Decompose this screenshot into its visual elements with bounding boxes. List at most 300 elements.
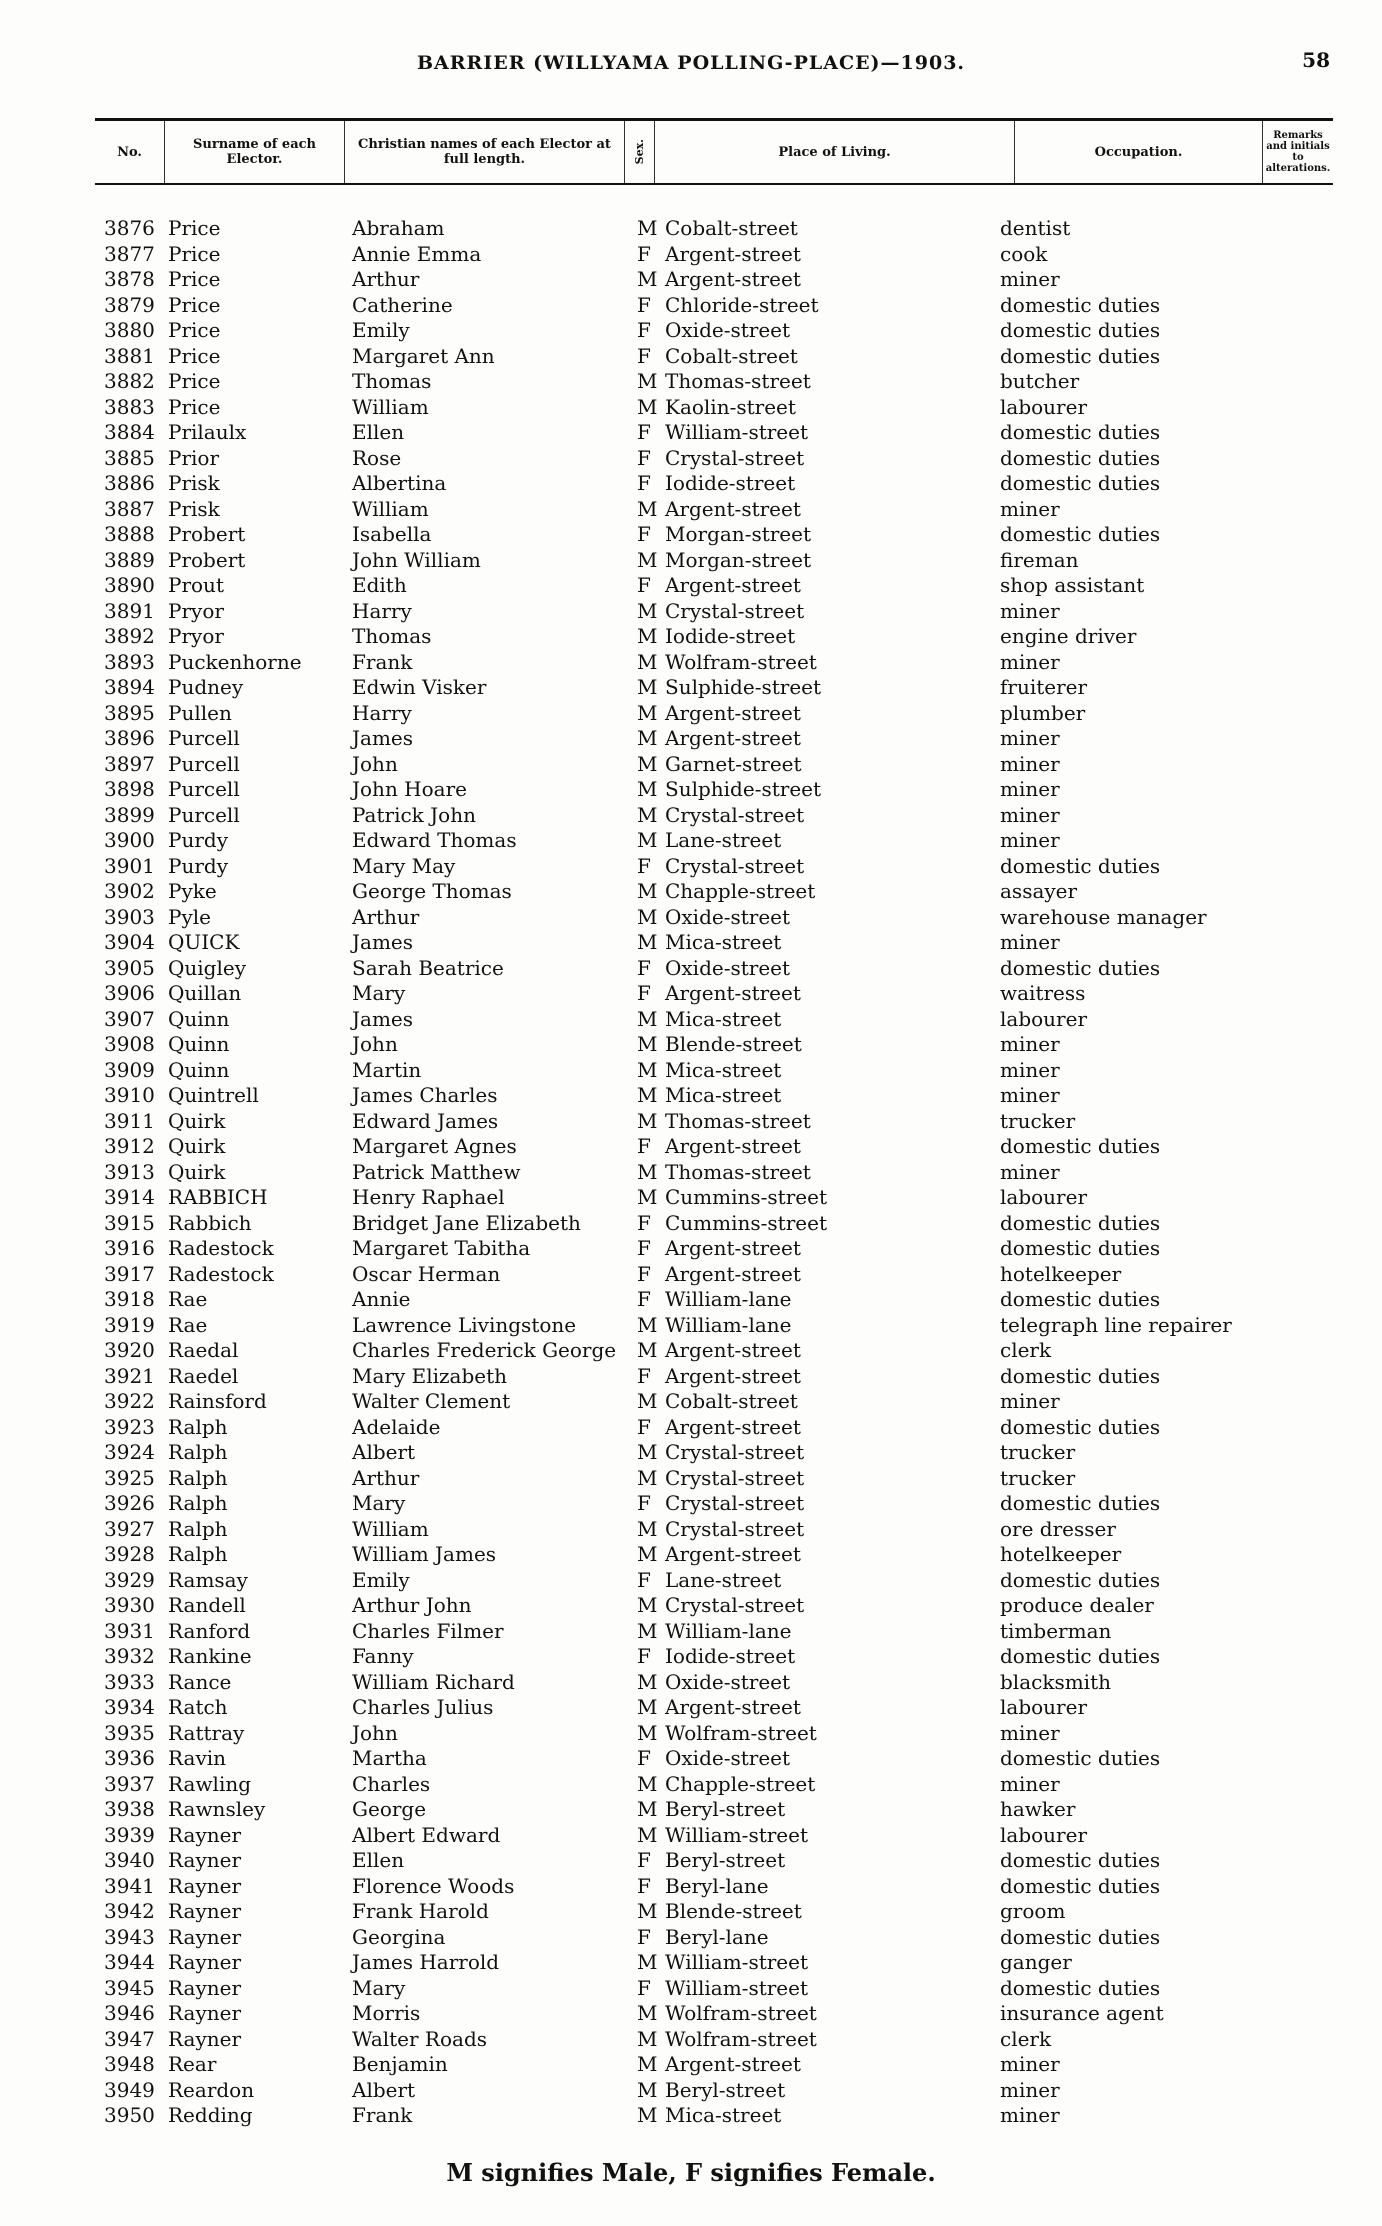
table-row	[0, 650, 1382, 676]
elector-occupation: clerk	[1000, 2026, 1052, 2051]
elector-christian-names: Arthur	[352, 267, 420, 291]
table-row	[0, 675, 1382, 701]
elector-number: 3933	[104, 1669, 155, 1694]
elector-surname: Pyle	[168, 904, 211, 929]
elector-sex: F	[637, 1363, 651, 1388]
elector-occupation: assayer	[1000, 879, 1078, 903]
elector-surname: Rayner	[168, 1848, 242, 1872]
elector-occupation: domestic duties	[1000, 445, 1161, 470]
table-row	[0, 1746, 1382, 1772]
elector-place: Cobalt-street	[665, 216, 798, 240]
elector-place: Argent-street	[665, 1414, 801, 1439]
table-row	[0, 2027, 1382, 2053]
elector-surname: Quirk	[168, 1134, 226, 1158]
elector-surname: Rankine	[168, 1644, 252, 1668]
elector-sex: F	[637, 445, 651, 470]
table-row	[0, 293, 1382, 319]
elector-place: William-lane	[665, 1287, 792, 1311]
elector-occupation: domestic duties	[1000, 1873, 1161, 1898]
elector-surname: Ralph	[168, 1414, 228, 1439]
elector-sex: M	[637, 2052, 658, 2076]
elector-christian-names: Edith	[352, 573, 407, 597]
elector-occupation: fruiterer	[1000, 675, 1088, 699]
elector-surname: Quinn	[168, 1057, 230, 1082]
elector-number: 3912	[104, 1134, 155, 1158]
elector-place: Crystal-street	[665, 1440, 805, 1464]
elector-christian-names: Charles Frederick George	[352, 1338, 617, 1362]
elector-place: Mica-street	[665, 1057, 782, 1082]
elector-place: William-lane	[665, 1618, 792, 1643]
elector-place: Oxide-street	[665, 1669, 791, 1694]
table-row	[0, 624, 1382, 650]
table-row	[0, 1976, 1382, 2002]
elector-surname: Raedel	[168, 1363, 239, 1388]
table-row	[0, 1593, 1382, 1619]
footer-note: M signifies Male, F signifies Female.	[446, 2158, 936, 2187]
table-row	[0, 1925, 1382, 1951]
elector-occupation: domestic duties	[1000, 853, 1161, 878]
elector-number: 3917	[104, 1261, 155, 1286]
elector-sex: M	[637, 802, 658, 827]
elector-place: Argent-street	[665, 1338, 801, 1362]
elector-occupation: warehouse manager	[1000, 904, 1207, 929]
elector-sex: F	[637, 241, 651, 266]
table-row	[0, 1619, 1382, 1645]
elector-number: 3891	[104, 598, 155, 623]
elector-christian-names: William	[352, 394, 429, 419]
elector-occupation: domestic duties	[1000, 1287, 1161, 1311]
elector-place: Argent-street	[665, 241, 801, 266]
elector-number: 3897	[104, 751, 155, 776]
elector-occupation: domestic duties	[1000, 1567, 1161, 1592]
elector-christian-names: John	[352, 751, 398, 776]
elector-number: 3906	[104, 981, 155, 1005]
elector-number: 3940	[104, 1848, 155, 1872]
elector-sex: M	[637, 1057, 658, 1082]
elector-number: 3905	[104, 955, 155, 980]
elector-sex: M	[637, 216, 658, 240]
elector-sex: M	[637, 1083, 658, 1107]
elector-place: Morgan-street	[665, 547, 812, 572]
elector-place: William-street	[665, 1950, 809, 1974]
elector-number: 3934	[104, 1695, 155, 1719]
elector-occupation: domestic duties	[1000, 1975, 1161, 2000]
elector-place: Oxide-street	[665, 955, 791, 980]
elector-sex: M	[637, 1312, 658, 1337]
elector-occupation: dentist	[1000, 216, 1071, 240]
elector-occupation: domestic duties	[1000, 1924, 1161, 1949]
elector-christian-names: Edward Thomas	[352, 828, 517, 852]
elector-surname: Rainsford	[168, 1389, 267, 1413]
elector-surname: Ralph	[168, 1491, 228, 1515]
elector-place: Argent-street	[665, 1695, 801, 1719]
elector-occupation: domestic duties	[1000, 471, 1161, 495]
elector-number: 3944	[104, 1950, 155, 1974]
elector-number: 3921	[104, 1363, 155, 1388]
elector-place: William-street	[665, 420, 809, 444]
elector-sex: M	[637, 1465, 658, 1490]
elector-surname: Pryor	[168, 598, 224, 623]
elector-christian-names: Mary	[352, 981, 406, 1005]
elector-number: 3901	[104, 853, 155, 878]
column-header-remarks: Remarks and initials to alterations.	[1265, 130, 1331, 174]
table-row	[0, 1517, 1382, 1543]
table-row	[0, 471, 1382, 497]
elector-sex: F	[637, 1924, 651, 1949]
elector-surname: Prout	[168, 573, 224, 597]
table-row	[0, 956, 1382, 982]
elector-number: 3878	[104, 267, 155, 291]
table-row	[0, 752, 1382, 778]
column-header-sex	[625, 121, 655, 183]
elector-occupation: ganger	[1000, 1950, 1072, 1974]
page-title: BARRIER (WILLYAMA POLLING-PLACE)—1903.	[416, 52, 966, 74]
elector-christian-names: Georgina	[352, 1924, 446, 1949]
elector-sex: M	[637, 1797, 658, 1821]
elector-number: 3937	[104, 1771, 155, 1796]
elector-christian-names: William Richard	[352, 1669, 515, 1694]
elector-christian-names: Edwin Visker	[352, 675, 487, 699]
elector-place: Crystal-street	[665, 1593, 805, 1617]
elector-surname: Purcell	[168, 802, 240, 827]
elector-place: Iodide-street	[665, 624, 796, 648]
elector-christian-names: Edward James	[352, 1108, 499, 1133]
elector-christian-names: Frank Harold	[352, 1899, 489, 1923]
elector-sex: M	[637, 624, 658, 648]
table-row	[0, 2052, 1382, 2078]
elector-sex: F	[637, 1414, 651, 1439]
elector-place: William-street	[665, 1975, 809, 2000]
elector-sex: M	[637, 828, 658, 852]
elector-sex: M	[637, 2026, 658, 2051]
elector-sex: F	[637, 522, 651, 546]
column-header-sex-label: Sex.	[633, 139, 646, 165]
table-row	[0, 1721, 1382, 1747]
elector-christian-names: Oscar Herman	[352, 1261, 501, 1286]
elector-christian-names: Walter Roads	[352, 2026, 488, 2051]
elector-christian-names: Albert	[352, 2077, 416, 2102]
table-row	[0, 905, 1382, 931]
elector-number: 3883	[104, 394, 155, 419]
elector-number: 3918	[104, 1287, 155, 1311]
elector-sex: M	[637, 1822, 658, 1847]
elector-number: 3903	[104, 904, 155, 929]
elector-number: 3911	[104, 1108, 155, 1133]
elector-christian-names: Albert	[352, 1440, 416, 1464]
elector-number: 3945	[104, 1975, 155, 2000]
elector-number: 3920	[104, 1338, 155, 1362]
elector-sex: M	[637, 751, 658, 776]
elector-place: Morgan-street	[665, 522, 812, 546]
elector-christian-names: George	[352, 1797, 427, 1821]
elector-surname: Price	[168, 216, 221, 240]
elector-christian-names: Abraham	[352, 216, 445, 240]
elector-sex: M	[637, 2077, 658, 2102]
elector-christian-names: Charles	[352, 1771, 431, 1796]
table-row	[0, 1160, 1382, 1186]
elector-place: Blende-street	[665, 1899, 802, 1923]
table-row	[0, 1797, 1382, 1823]
elector-sex: M	[637, 496, 658, 521]
elector-occupation: domestic duties	[1000, 1210, 1161, 1235]
elector-sex: M	[637, 675, 658, 699]
elector-number: 3949	[104, 2077, 155, 2102]
table-row	[0, 573, 1382, 599]
elector-surname: Quinn	[168, 1006, 230, 1031]
table-row	[0, 344, 1382, 370]
elector-occupation: domestic duties	[1000, 1134, 1161, 1158]
elector-christian-names: Margaret Ann	[352, 343, 495, 368]
page-number: 58	[1302, 48, 1330, 72]
elector-occupation: groom	[1000, 1899, 1066, 1923]
table-row	[0, 726, 1382, 752]
elector-occupation: labourer	[1000, 1695, 1088, 1719]
elector-number: 3909	[104, 1057, 155, 1082]
elector-number: 3885	[104, 445, 155, 470]
table-row	[0, 1313, 1382, 1339]
elector-sex: M	[637, 267, 658, 291]
elector-number: 3886	[104, 471, 155, 495]
table-row	[0, 522, 1382, 548]
table-row	[0, 981, 1382, 1007]
elector-place: Beryl-lane	[665, 1873, 769, 1898]
table-row	[0, 2078, 1382, 2104]
table-row	[0, 1542, 1382, 1568]
elector-occupation: miner	[1000, 1720, 1060, 1745]
elector-christian-names: Bridget Jane Elizabeth	[352, 1210, 581, 1235]
elector-number: 3927	[104, 1516, 155, 1541]
table-row	[0, 1338, 1382, 1364]
table-row	[0, 1440, 1382, 1466]
elector-christian-names: Sarah Beatrice	[352, 955, 504, 980]
elector-sex: M	[637, 777, 658, 801]
elector-christian-names: John William	[352, 547, 481, 572]
elector-surname: Rawnsley	[168, 1797, 266, 1821]
table-row	[0, 497, 1382, 523]
elector-number: 3939	[104, 1822, 155, 1847]
elector-occupation: miner	[1000, 267, 1060, 291]
elector-sex: F	[637, 1287, 651, 1311]
elector-place: Lane-street	[665, 828, 782, 852]
elector-surname: Prilaulx	[168, 420, 247, 444]
table-row	[0, 1899, 1382, 1925]
elector-occupation: miner	[1000, 1389, 1060, 1413]
elector-occupation: miner	[1000, 751, 1060, 776]
elector-occupation: domestic duties	[1000, 1491, 1161, 1515]
elector-surname: Quintrell	[168, 1083, 259, 1107]
elector-surname: Prisk	[168, 496, 220, 521]
elector-place: Mica-street	[665, 1083, 782, 1107]
table-row	[0, 930, 1382, 956]
table-row	[0, 2103, 1382, 2129]
elector-surname: Rae	[168, 1312, 208, 1337]
elector-occupation: domestic duties	[1000, 343, 1161, 368]
elector-christian-names: Thomas	[352, 369, 432, 393]
table-row	[0, 318, 1382, 344]
table-row	[0, 1568, 1382, 1594]
elector-christian-names: Isabella	[352, 522, 432, 546]
elector-surname: Rance	[168, 1669, 232, 1694]
elector-sex: M	[637, 904, 658, 929]
elector-surname: Rear	[168, 2052, 217, 2076]
elector-sex: M	[637, 1440, 658, 1464]
elector-christian-names: Benjamin	[352, 2052, 448, 2076]
elector-number: 3876	[104, 216, 155, 240]
elector-place: Crystal-street	[665, 802, 805, 827]
table-row	[0, 216, 1382, 242]
elector-number: 3924	[104, 1440, 155, 1464]
elector-occupation: miner	[1000, 2077, 1060, 2102]
elector-sex: M	[637, 547, 658, 572]
column-header-christian-names: Christian names of each Elector at full length.	[345, 121, 625, 183]
elector-number: 3914	[104, 1185, 155, 1209]
elector-occupation: insurance agent	[1000, 2001, 1164, 2025]
elector-place: Cobalt-street	[665, 1389, 798, 1413]
elector-occupation: domestic duties	[1000, 420, 1161, 444]
table-row	[0, 242, 1382, 268]
elector-surname: Ravin	[168, 1746, 227, 1770]
elector-surname: Ralph	[168, 1440, 228, 1464]
elector-sex: F	[637, 1491, 651, 1515]
elector-sex: M	[637, 1950, 658, 1974]
elector-place: Argent-street	[665, 1261, 801, 1286]
elector-sex: M	[637, 598, 658, 623]
elector-sex: F	[637, 292, 651, 317]
elector-sex: M	[637, 879, 658, 903]
elector-sex: F	[637, 343, 651, 368]
elector-sex: M	[637, 1338, 658, 1362]
elector-christian-names: Henry Raphael	[352, 1185, 505, 1209]
elector-place: Argent-street	[665, 2052, 801, 2076]
elector-christian-names: James	[352, 1006, 414, 1031]
elector-place: Sulphide-street	[665, 777, 822, 801]
table-row	[0, 1644, 1382, 1670]
elector-place: Argent-street	[665, 267, 801, 291]
elector-place: Cummins-street	[665, 1210, 827, 1235]
table-row	[0, 267, 1382, 293]
elector-place: Mica-street	[665, 2103, 782, 2127]
elector-christian-names: George Thomas	[352, 879, 512, 903]
table-row	[0, 1466, 1382, 1492]
table-row	[0, 1185, 1382, 1211]
elector-place: Beryl-street	[665, 1797, 786, 1821]
elector-christian-names: Patrick Matthew	[352, 1159, 521, 1184]
elector-number: 3919	[104, 1312, 155, 1337]
elector-occupation: domestic duties	[1000, 292, 1161, 317]
table-row	[0, 879, 1382, 905]
elector-christian-names: Fanny	[352, 1644, 414, 1668]
elector-surname: Rayner	[168, 1975, 242, 2000]
elector-christian-names: James	[352, 726, 414, 750]
elector-occupation: miner	[1000, 1771, 1060, 1796]
elector-christian-names: Morris	[352, 2001, 421, 2025]
elector-sex: F	[637, 420, 651, 444]
table-row	[0, 395, 1382, 421]
elector-occupation: domestic duties	[1000, 1414, 1161, 1439]
elector-occupation: miner	[1000, 2052, 1060, 2076]
elector-occupation: trucker	[1000, 1465, 1076, 1490]
elector-christian-names: Florence Woods	[352, 1873, 515, 1898]
elector-place: Argent-street	[665, 1236, 801, 1260]
elector-surname: Pyke	[168, 879, 217, 903]
elector-place: Argent-street	[665, 700, 801, 725]
table-row	[0, 599, 1382, 625]
table-row	[0, 1950, 1382, 1976]
elector-christian-names: Annie	[352, 1287, 411, 1311]
table-row	[0, 1236, 1382, 1262]
table-row	[0, 1134, 1382, 1160]
elector-occupation: shop assistant	[1000, 573, 1145, 597]
elector-surname: Ranford	[168, 1618, 251, 1643]
elector-number: 3923	[104, 1414, 155, 1439]
elector-sex: M	[637, 1389, 658, 1413]
elector-christian-names: William	[352, 1516, 429, 1541]
elector-christian-names: Charles Julius	[352, 1695, 494, 1719]
elector-surname: Price	[168, 241, 221, 266]
elector-surname: Quinn	[168, 1032, 230, 1056]
elector-surname: Rayner	[168, 1899, 242, 1923]
elector-christian-names: James Harrold	[352, 1950, 500, 1974]
table-row	[0, 446, 1382, 472]
elector-surname: Pryor	[168, 624, 224, 648]
elector-place: Chapple-street	[665, 1771, 816, 1796]
elector-number: 3898	[104, 777, 155, 801]
elector-sex: F	[637, 318, 651, 342]
elector-sex: M	[637, 1006, 658, 1031]
elector-number: 3916	[104, 1236, 155, 1260]
elector-surname: Quirk	[168, 1108, 226, 1133]
elector-christian-names: John	[352, 1720, 398, 1745]
elector-surname: Rae	[168, 1287, 208, 1311]
table-row	[0, 1364, 1382, 1390]
elector-occupation: labourer	[1000, 394, 1088, 419]
elector-sex: M	[637, 1542, 658, 1566]
elector-number: 3887	[104, 496, 155, 521]
table-row	[0, 1389, 1382, 1415]
elector-surname: Rabbich	[168, 1210, 252, 1235]
elector-occupation: miner	[1000, 930, 1060, 954]
elector-occupation: miner	[1000, 1057, 1060, 1082]
table-row	[0, 1772, 1382, 1798]
elector-christian-names: John	[352, 1032, 398, 1056]
elector-occupation: hawker	[1000, 1797, 1076, 1821]
elector-sex: M	[637, 1720, 658, 1745]
table-row	[0, 1823, 1382, 1849]
elector-number: 3889	[104, 547, 155, 572]
elector-number: 3931	[104, 1618, 155, 1643]
elector-place: Wolfram-street	[665, 649, 817, 674]
elector-occupation: miner	[1000, 777, 1060, 801]
elector-occupation: produce dealer	[1000, 1593, 1154, 1617]
elector-occupation: timberman	[1000, 1618, 1112, 1643]
elector-surname: Radestock	[168, 1236, 274, 1260]
elector-place: Wolfram-street	[665, 2001, 817, 2025]
elector-sex: F	[637, 1261, 651, 1286]
elector-number: 3880	[104, 318, 155, 342]
elector-number: 3915	[104, 1210, 155, 1235]
elector-christian-names: James Charles	[352, 1083, 498, 1107]
table-row	[0, 1415, 1382, 1441]
elector-christian-names: Margaret Agnes	[352, 1134, 517, 1158]
elector-number: 3930	[104, 1593, 155, 1617]
elector-occupation: labourer	[1000, 1822, 1088, 1847]
elector-christian-names: Patrick John	[352, 802, 476, 827]
elector-christian-names: Emily	[352, 318, 410, 342]
elector-number: 3900	[104, 828, 155, 852]
elector-occupation: miner	[1000, 1083, 1060, 1107]
table-row	[0, 1211, 1382, 1237]
elector-surname: Purcell	[168, 777, 240, 801]
